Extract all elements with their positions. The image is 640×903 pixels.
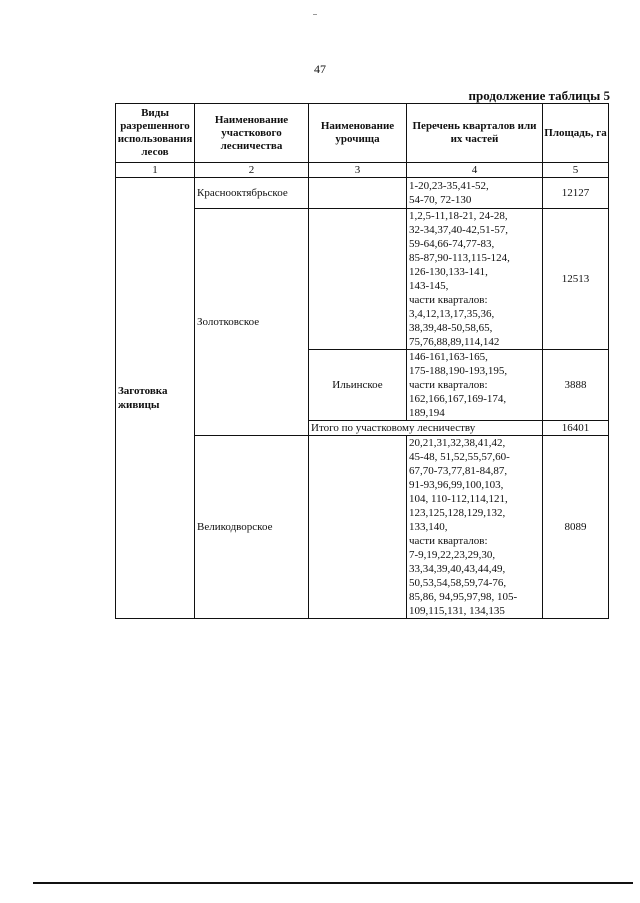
- tract-cell: [309, 436, 407, 619]
- header-tract-name: Наименование урочища: [309, 104, 407, 163]
- quarters-line: 33,34,39,40,43,44,49,: [409, 563, 506, 575]
- header-use-type: Виды разрешенного использования лесов: [116, 104, 195, 163]
- table-row: [116, 178, 609, 209]
- quarters-line: 91-93,96,99,100,103,: [409, 479, 504, 491]
- area-cell: 8089: [543, 436, 609, 619]
- table-continuation-caption: продолжение таблицы 5: [468, 88, 610, 103]
- quarters-line: 54-70, 72-130: [409, 194, 472, 206]
- area-cell: 12513: [543, 209, 609, 350]
- quarters-line: 104, 110-112,114,121,: [409, 493, 508, 505]
- quarters-line: 7-9,19,22,23,29,30,: [409, 549, 496, 561]
- quarters-line: 67,70-73,77,81-84,87,: [409, 465, 508, 477]
- total-area-cell: 16401: [543, 421, 609, 436]
- area-cell: 3888: [543, 350, 609, 421]
- quarters-line: части кварталов:: [409, 294, 488, 306]
- column-number: 1: [116, 163, 195, 178]
- quarters-line: 75,76,88,89,114,142: [409, 336, 500, 348]
- quarters-line: 133,140,: [409, 521, 448, 533]
- quarters-line: 162,166,167,169-174,: [409, 393, 507, 405]
- quarters-line: 20,21,31,32,38,41,42,: [409, 437, 506, 449]
- quarters-cell: [407, 436, 543, 619]
- header-forestry-name: Наименование участкового лесничества: [195, 104, 309, 163]
- area-cell: 12127: [543, 178, 609, 209]
- quarters-line: части кварталов:: [409, 535, 488, 547]
- quarters-line: части кварталов:: [409, 379, 488, 391]
- quarters-cell: [407, 209, 543, 350]
- tract-cell: Ильинское: [309, 350, 407, 421]
- column-number: 5: [543, 163, 609, 178]
- use-type-cell: [116, 178, 195, 619]
- quarters-line: 85-87,90-113,115-124,: [409, 252, 510, 264]
- table-header-row: [116, 104, 609, 163]
- quarters-line: 143-145,: [409, 280, 449, 292]
- forestry-cell: Золотковское: [195, 209, 309, 436]
- quarters-line: 85,86, 94,95,97,98, 105-: [409, 591, 518, 603]
- scan-mark: [313, 14, 317, 15]
- header-area: Площадь, га: [543, 104, 609, 163]
- quarters-line: 1,2,5-11,18-21, 24-28,: [409, 210, 508, 222]
- quarters-line: 45-48, 51,52,55,57,60-: [409, 451, 510, 463]
- quarters-line: 50,53,54,58,59,74-76,: [409, 577, 507, 589]
- quarters-line: 189,194: [409, 407, 445, 419]
- quarters-cell: [407, 178, 543, 209]
- quarters-line: 1-20,23-35,41-52,: [409, 180, 489, 192]
- quarters-line: 123,125,128,129,132,: [409, 507, 506, 519]
- quarters-line: 175-188,190-193,195,: [409, 365, 508, 377]
- tract-cell: [309, 178, 407, 209]
- forestry-cell: Великодворское: [195, 436, 309, 619]
- column-number-row: [116, 163, 609, 178]
- column-number: 2: [195, 163, 309, 178]
- total-label-cell: Итого по участковому лесничеству: [309, 421, 543, 436]
- quarters-line: 109,115,131, 134,135: [409, 605, 505, 617]
- quarters-line: 126-130,133-141,: [409, 266, 488, 278]
- header-quarters-list: Перечень кварталов или их частей: [407, 104, 543, 163]
- quarters-line: 59-64,66-74,77-83,: [409, 238, 495, 250]
- quarters-line: 146-161,163-165,: [409, 351, 488, 363]
- quarters-cell: [407, 350, 543, 421]
- column-number: 3: [309, 163, 407, 178]
- quarters-line: 38,39,48-50,58,65,: [409, 322, 493, 334]
- quarters-line: 32-34,37,40-42,51-57,: [409, 224, 508, 236]
- tract-cell: [309, 209, 407, 350]
- bottom-rule: [33, 882, 633, 884]
- use-type-label: Заготовка живицы: [118, 385, 168, 411]
- forestry-cell: Краснооктябрьское: [195, 178, 309, 209]
- quarters-line: 3,4,12,13,17,35,36,: [409, 308, 495, 320]
- column-number: 4: [407, 163, 543, 178]
- forest-use-table: [115, 103, 609, 619]
- page-number: 47: [314, 62, 326, 76]
